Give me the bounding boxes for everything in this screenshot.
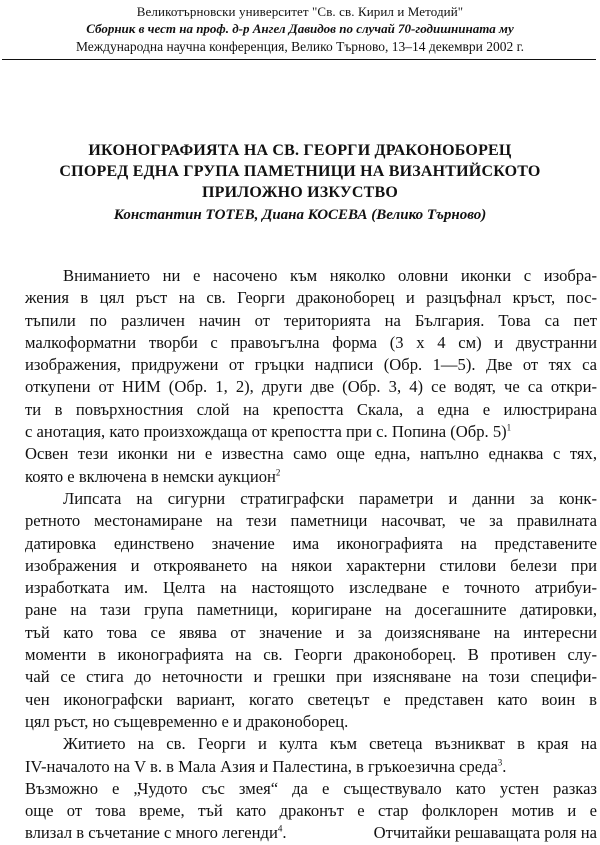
body-line: Освен тези иконки ни е известна само още една, напълно еднаква с тях, <box>25 444 597 464</box>
body-line: откупени от НИМ (Обр. 1, 2), други две (Обр. 3, 4) се водят, че са откри- <box>25 377 597 397</box>
body-line: жения в цял ръст на св. Георги драконоборец и разцъфнал кръст, пос- <box>25 288 597 308</box>
body-line <box>25 421 597 443</box>
body-line: Липсата на сигурни стратиграфски параметри и данни за конк- <box>63 488 597 508</box>
body-line: още от това време, тъй като драконът е стар фолклорен мотив и е <box>25 801 597 821</box>
body-line: Вниманието ни е насочено към няколко оловни иконки с изобра- <box>63 266 597 285</box>
title-line: ПРИЛОЖНО ИЗКУСТВО <box>201 184 398 201</box>
footnote-ref[interactable]: 2 <box>275 467 281 478</box>
body-line: тъй като това се явява от значение и за доизясняване на интересни <box>25 622 597 642</box>
title-line: СПОРЕД ЕДНА ГРУПА ПАМЕТНИЦИ НА ВИЗАНТИЙСКОТО <box>59 163 541 180</box>
body-line <box>25 466 597 488</box>
body-line: изображения, придружени от гръцки надписи (Обр. 1—5). Две от тях са <box>25 355 597 375</box>
header-university: Великотърновски университет "Св. св. Кирил и Методий" <box>136 4 464 19</box>
footnote-ref[interactable]: 4 <box>277 823 283 834</box>
article-body <box>25 265 597 845</box>
body-line: тъпили по различен начин от територията на България. Това са пет <box>25 310 597 330</box>
header-conference: Международна научна конференция, Велико Търново, 13–14 декември 2002 г. <box>75 39 525 54</box>
body-line: цял ръст, но същевременно е и драконоборец. <box>25 711 349 731</box>
body-line: чай се стига до неточности и грешки при изясняване на този специфи- <box>25 667 597 687</box>
article-authors: Константин ТОТЕВ, Диана КОСЕВА (Велико Търново) <box>113 207 487 223</box>
body-line: влизал в съчетание с много легенди$^4$. Отчитайки решаващата роля на <box>25 822 597 844</box>
body-line: Житието на св. Георги и култа към светеца възникват в края на <box>63 734 597 754</box>
body-line: изображения и открояването на някои характерни стилови белези при <box>25 555 597 575</box>
body-text: Отчитайки решаващата роля на <box>373 823 597 843</box>
footnote-ref[interactable]: 1 <box>506 422 512 433</box>
body-line: датировка единствено значение има иконографията на представените <box>25 533 597 553</box>
body-line: малкоформатни творби с правоъгълна форма (3 х 4 см) и двустранни <box>25 332 597 352</box>
body-text: влизал в съчетание с много легенди <box>25 823 278 843</box>
body-text: която е включена в немски аукцион <box>25 466 276 486</box>
body-line: ране на тази група паметници, коригиране на досегашните датировки, <box>25 600 597 620</box>
body-line: ти в повърхностния слой на крепостта Скала, а една е илюстрирана <box>25 399 597 419</box>
body-line: ретното местонамиране на тези паметници насочват, че за правилната <box>25 511 597 531</box>
body-line: IV-началото на V в. в Мала Азия и Палестина, в гръкоезична среда$^3$. <box>25 756 507 776</box>
body-text: с анотация, като произхождаща от крепостта при с. Попина (Обр. 5) <box>25 422 507 442</box>
body-line: чен иконографски вариант, когато светецът е представен като воин в <box>25 689 597 709</box>
body-line: изработката им. Целта на настоящото изследване е точното атрибуи- <box>25 578 597 598</box>
body-text: IV-началото на V в. в Мала Азия и Палестина, в гръкоезична среда <box>25 756 498 776</box>
header-collection: Сборник в чест на проф. д-р Ангел Давидов по случай 70-годишнината му <box>86 21 514 36</box>
header-rule <box>2 59 596 60</box>
article-title <box>20 140 580 203</box>
title-line: ИКОНОГРАФИЯТА НА СВ. ГЕОРГИ ДРАКОНОБОРЕЦ <box>88 142 512 159</box>
footnote-ref[interactable]: 3 <box>497 757 503 767</box>
body-line: Възможно е „Чудото със змея“ да е съществувало като устен разказ <box>25 778 597 798</box>
body-line: моменти в иконографията на св. Георги драконоборец. В противен слу- <box>25 645 597 665</box>
